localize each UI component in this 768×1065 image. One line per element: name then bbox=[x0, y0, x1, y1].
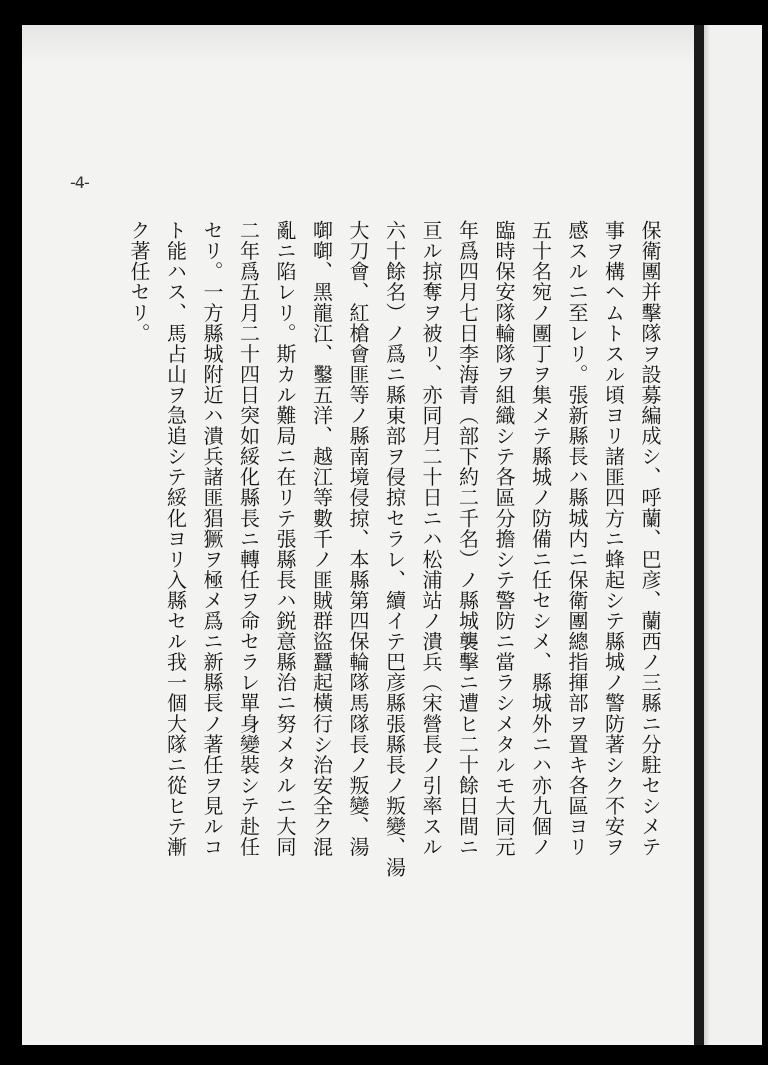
vertical-text-body bbox=[108, 220, 668, 1040]
text-column: 保衛團并擊隊ヲ設募編成シ、呼蘭、巴彦、蘭西ノ三縣ニ分駐セシメテ bbox=[638, 220, 662, 858]
text-column: 亂ニ陷レリ。斯カル難局ニ在リテ張縣長ハ鋭意縣治ニ努メタルニ大同 bbox=[273, 220, 297, 858]
scan-shading bbox=[22, 25, 694, 65]
text-column: 六十餘名）ノ爲ニ縣東部ヲ侵掠セラレ、續イテ巴彦縣張縣長ノ叛變、湯 bbox=[382, 220, 407, 878]
text-column: 亘ル掠奪ヲ被リ、亦同月二十日ニハ松浦站ノ潰兵（宋營長ノ引率スル bbox=[419, 220, 443, 858]
text-column: ク著任セリ。 bbox=[127, 220, 151, 344]
document-page bbox=[22, 25, 694, 1045]
adjacent-page-edge bbox=[704, 25, 762, 1045]
text-column: 感スルニ至レリ。張新縣長ハ縣城内ニ保衛團總指揮部ヲ置キ各區ヨリ bbox=[565, 220, 589, 858]
page-number: -4- bbox=[70, 173, 89, 192]
book-gutter bbox=[694, 25, 704, 1045]
text-column: 大刀會、紅槍會匪等ノ縣南境侵掠、本縣第四保輪隊馬隊長ノ叛變、湯 bbox=[346, 220, 370, 858]
text-column: ト能ハス、馬占山ヲ急追シテ綏化ヨリ入縣セル我一個大隊ニ從ヒテ漸 bbox=[163, 220, 188, 858]
text-column: 臨時保安隊輪隊ヲ組織シテ各區分擔シテ警防ニ當ラシメタルモ大同元 bbox=[492, 220, 516, 858]
text-column: 二年爲五月二十四日突如綏化縣長ニ轉任ヲ命セラレ單身變裝シテ赴任 bbox=[236, 220, 261, 858]
text-column: 啣啣、黑龍江、鑿五洋、越江等數千ノ匪賊群盜蠶起橫行シ治安全ク混 bbox=[309, 220, 334, 858]
text-column: セリ。一方縣城附近ハ潰兵諸匪猖獗ヲ極メ爲ニ新縣長ノ著任ヲ見ルコ bbox=[200, 220, 224, 858]
text-column: 事ヲ構ヘムトスル頃ヨリ諸匪四方ニ蜂起シテ縣城ノ警防著シク不安ヲ bbox=[601, 220, 626, 858]
text-column: 五十名宛ノ團丁ヲ集メテ縣城ノ防備ニ任セシメ、縣城外ニハ亦九個ノ bbox=[528, 220, 553, 858]
text-column: 年爲四月七日李海青（部下約二千名）ノ縣城襲擊ニ遭ヒ二十餘日間ニ bbox=[455, 220, 480, 858]
